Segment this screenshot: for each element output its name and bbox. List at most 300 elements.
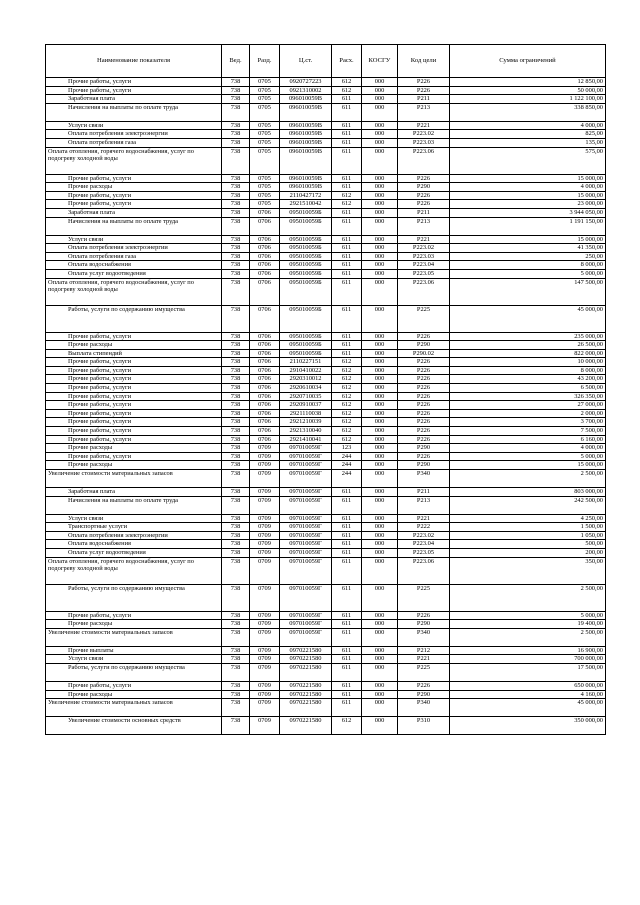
cell-ved: 738 (222, 130, 250, 139)
cell-sum: 12 850,00 (450, 78, 606, 87)
cell-cst: 095010059Б (280, 332, 332, 341)
cell-ved: 738 (222, 358, 250, 367)
cell-cst: 095010059Б (280, 217, 332, 235)
cell-cst: 095010059Б (280, 235, 332, 244)
cell-razd: 0706 (250, 435, 280, 444)
table-row (46, 366, 606, 375)
cell-cst: 097010059Г (280, 496, 332, 514)
cell-kosgu: 000 (362, 332, 398, 341)
cell-rash: 611 (332, 514, 362, 523)
cell-razd: 0705 (250, 86, 280, 95)
cell-sum: 2 500,00 (450, 628, 606, 646)
cell-sum: 27 000,00 (450, 401, 606, 410)
cell-ved: 738 (222, 470, 250, 488)
cell-rash: 611 (332, 557, 362, 584)
table-row (46, 174, 606, 183)
cell-kod: Р340 (398, 470, 450, 488)
cell-kosgu: 000 (362, 121, 398, 130)
cell-rash: 611 (332, 103, 362, 121)
cell-name: Услуги связи (46, 121, 222, 130)
cell-cst: 096010059В (280, 147, 332, 174)
cell-sum: 700 000,00 (450, 655, 606, 664)
table-row (46, 384, 606, 393)
cell-ved: 738 (222, 174, 250, 183)
table-row (46, 200, 606, 209)
cell-ved: 738 (222, 427, 250, 436)
table-row (46, 86, 606, 95)
cell-name: Заработная плата (46, 95, 222, 104)
cell-sum: 350,00 (450, 557, 606, 584)
cell-razd: 0709 (250, 620, 280, 629)
cell-ved: 738 (222, 95, 250, 104)
table-row (46, 261, 606, 270)
cell-name: Оплата водоснабжения (46, 261, 222, 270)
cell-name: Прочие расходы (46, 690, 222, 699)
cell-kod: Р340 (398, 699, 450, 717)
cell-kosgu: 000 (362, 384, 398, 393)
cell-sum: 500,00 (450, 540, 606, 549)
cell-razd: 0706 (250, 235, 280, 244)
cell-cst: 097010059Г (280, 461, 332, 470)
cell-name: Работы, услуги по содержанию имущества (46, 305, 222, 332)
cell-kod: Р310 (398, 717, 450, 735)
cell-razd: 0709 (250, 488, 280, 497)
cell-razd: 0706 (250, 366, 280, 375)
cell-sum: 200,00 (450, 548, 606, 557)
cell-sum: 15 000,00 (450, 461, 606, 470)
cell-sum: 326 350,00 (450, 392, 606, 401)
cell-kod: Р223.06 (398, 557, 450, 584)
cell-razd: 0706 (250, 418, 280, 427)
cell-razd: 0705 (250, 191, 280, 200)
cell-ved: 738 (222, 200, 250, 209)
cell-name: Прочие работы, услуги (46, 611, 222, 620)
cell-ved: 738 (222, 138, 250, 147)
cell-kod: Р290 (398, 341, 450, 350)
cell-ved: 738 (222, 252, 250, 261)
cell-name: Транспортные услуги (46, 523, 222, 532)
cell-name: Прочие расходы (46, 461, 222, 470)
cell-sum: 3 700,00 (450, 418, 606, 427)
cell-cst: 097010059Г (280, 628, 332, 646)
cell-razd: 0705 (250, 78, 280, 87)
cell-sum: 825,00 (450, 130, 606, 139)
cell-kosgu: 000 (362, 174, 398, 183)
header-kosgu: КОСГУ (362, 45, 398, 78)
cell-kosgu: 000 (362, 375, 398, 384)
table-row (46, 217, 606, 235)
cell-sum: 147 500,00 (450, 278, 606, 305)
cell-kosgu: 000 (362, 130, 398, 139)
cell-kod: Р223.03 (398, 138, 450, 147)
cell-rash: 611 (332, 269, 362, 278)
cell-name: Прочие работы, услуги (46, 191, 222, 200)
cell-cst: 095010059Б (280, 208, 332, 217)
cell-razd: 0709 (250, 699, 280, 717)
cell-kosgu: 000 (362, 620, 398, 629)
cell-kod: Р223.05 (398, 269, 450, 278)
cell-sum: 15 000,00 (450, 235, 606, 244)
cell-kod: Р221 (398, 121, 450, 130)
cell-name: Прочие работы, услуги (46, 174, 222, 183)
table-row (46, 269, 606, 278)
cell-kod: Р290 (398, 444, 450, 453)
cell-kod: Р226 (398, 78, 450, 87)
cell-name: Увеличение стоимости материальных запасов (46, 470, 222, 488)
cell-ved: 738 (222, 103, 250, 121)
cell-rash: 611 (332, 488, 362, 497)
cell-kosgu: 000 (362, 392, 398, 401)
cell-sum: 350 000,00 (450, 717, 606, 735)
cell-cst: 097010059Г (280, 584, 332, 611)
cell-name: Заработная плата (46, 208, 222, 217)
cell-razd: 0709 (250, 470, 280, 488)
table-row (46, 244, 606, 253)
cell-rash: 611 (332, 540, 362, 549)
cell-name: Прочие работы, услуги (46, 332, 222, 341)
table-row (46, 470, 606, 488)
cell-razd: 0709 (250, 531, 280, 540)
cell-cst: 096010059В (280, 130, 332, 139)
cell-cst: 097010059Г (280, 444, 332, 453)
cell-cst: 0970221580 (280, 663, 332, 681)
cell-ved: 738 (222, 147, 250, 174)
cell-name: Услуги связи (46, 235, 222, 244)
cell-razd: 0709 (250, 523, 280, 532)
cell-ved: 738 (222, 488, 250, 497)
cell-razd: 0705 (250, 147, 280, 174)
cell-cst: 095010059Б (280, 305, 332, 332)
header-rash: Расх. (332, 45, 362, 78)
cell-razd: 0706 (250, 349, 280, 358)
cell-ved: 738 (222, 418, 250, 427)
table-row (46, 584, 606, 611)
cell-cst: 096010059В (280, 121, 332, 130)
cell-cst: 097010059Г (280, 514, 332, 523)
cell-cst: 096010059В (280, 138, 332, 147)
cell-cst: 097010059Г (280, 488, 332, 497)
cell-name: Прочие расходы (46, 620, 222, 629)
cell-razd: 0709 (250, 444, 280, 453)
cell-sum: 1 500,00 (450, 523, 606, 532)
table-row (46, 548, 606, 557)
cell-kosgu: 000 (362, 461, 398, 470)
cell-kod: Р213 (398, 103, 450, 121)
cell-name: Прочие расходы (46, 444, 222, 453)
cell-rash: 611 (332, 147, 362, 174)
cell-rash: 611 (332, 681, 362, 690)
cell-rash: 612 (332, 375, 362, 384)
cell-kosgu: 000 (362, 86, 398, 95)
cell-ved: 738 (222, 681, 250, 690)
cell-name: Прочие работы, услуги (46, 200, 222, 209)
cell-kod: Р221 (398, 235, 450, 244)
cell-rash: 612 (332, 418, 362, 427)
cell-razd: 0705 (250, 103, 280, 121)
cell-cst: 097010059Г (280, 548, 332, 557)
cell-rash: 611 (332, 349, 362, 358)
cell-cst: 095010059Б (280, 349, 332, 358)
cell-cst: 2921410041 (280, 435, 332, 444)
table-row (46, 103, 606, 121)
cell-kosgu: 000 (362, 488, 398, 497)
cell-ved: 738 (222, 191, 250, 200)
cell-kod: Р226 (398, 191, 450, 200)
cell-kod: Р223.04 (398, 540, 450, 549)
table-row (46, 95, 606, 104)
cell-cst: 2110427172 (280, 191, 332, 200)
cell-razd: 0709 (250, 548, 280, 557)
cell-kod: Р225 (398, 663, 450, 681)
cell-kosgu: 000 (362, 523, 398, 532)
cell-cst: 0970221580 (280, 717, 332, 735)
cell-kosgu: 000 (362, 278, 398, 305)
cell-razd: 0709 (250, 514, 280, 523)
cell-name: Начисления на выплаты по оплате труда (46, 217, 222, 235)
cell-razd: 0706 (250, 341, 280, 350)
cell-sum: 19 400,00 (450, 620, 606, 629)
cell-rash: 611 (332, 217, 362, 235)
cell-kod: Р223.02 (398, 130, 450, 139)
cell-rash: 244 (332, 461, 362, 470)
cell-kosgu: 000 (362, 409, 398, 418)
cell-kod: Р226 (398, 174, 450, 183)
cell-kod: Р223.05 (398, 548, 450, 557)
cell-name: Оплата отопления, горячего водоснабжения, услуг по подогреву холодной воды (46, 557, 222, 584)
cell-kod: Р290.02 (398, 349, 450, 358)
cell-kod: Р290 (398, 461, 450, 470)
cell-razd: 0706 (250, 269, 280, 278)
cell-name: Прочие работы, услуги (46, 452, 222, 461)
cell-cst: 0970221580 (280, 699, 332, 717)
cell-name: Оплата отопления, горячего водоснабжения, услуг по подогреву холодной воды (46, 278, 222, 305)
cell-rash: 612 (332, 384, 362, 393)
cell-cst: 0921310002 (280, 86, 332, 95)
cell-ved: 738 (222, 523, 250, 532)
cell-ved: 738 (222, 699, 250, 717)
cell-kod: Р213 (398, 217, 450, 235)
cell-kod: Р225 (398, 305, 450, 332)
cell-kosgu: 000 (362, 341, 398, 350)
cell-kosgu: 000 (362, 191, 398, 200)
cell-sum: 5 000,00 (450, 611, 606, 620)
cell-rash: 611 (332, 138, 362, 147)
cell-cst: 2920310012 (280, 375, 332, 384)
cell-sum: 803 000,00 (450, 488, 606, 497)
cell-rash: 611 (332, 663, 362, 681)
cell-ved: 738 (222, 620, 250, 629)
cell-name: Начисления на выплаты по оплате труда (46, 496, 222, 514)
cell-name: Увеличение стоимости материальных запасов (46, 628, 222, 646)
cell-kod: Р211 (398, 95, 450, 104)
cell-rash: 244 (332, 452, 362, 461)
cell-kod: Р226 (398, 200, 450, 209)
cell-name: Прочие работы, услуги (46, 86, 222, 95)
header-name: Наименование показателя (46, 45, 222, 78)
cell-ved: 738 (222, 409, 250, 418)
table-row (46, 78, 606, 87)
cell-kosgu: 000 (362, 611, 398, 620)
cell-sum: 575,00 (450, 147, 606, 174)
cell-kosgu: 000 (362, 540, 398, 549)
cell-razd: 0709 (250, 646, 280, 655)
cell-kod: Р226 (398, 409, 450, 418)
cell-kosgu: 000 (362, 208, 398, 217)
cell-sum: 1 122 100,00 (450, 95, 606, 104)
cell-sum: 45 000,00 (450, 699, 606, 717)
table-row (46, 620, 606, 629)
cell-rash: 612 (332, 358, 362, 367)
table-row (46, 305, 606, 332)
cell-ved: 738 (222, 584, 250, 611)
cell-kod: Р223.04 (398, 261, 450, 270)
table-row (46, 252, 606, 261)
cell-rash: 611 (332, 95, 362, 104)
cell-ved: 738 (222, 461, 250, 470)
cell-kod: Р221 (398, 655, 450, 664)
cell-kod: Р226 (398, 418, 450, 427)
cell-kod: Р340 (398, 628, 450, 646)
cell-kod: Р226 (398, 681, 450, 690)
table-row (46, 392, 606, 401)
cell-razd: 0709 (250, 540, 280, 549)
cell-kosgu: 000 (362, 358, 398, 367)
cell-kod: Р212 (398, 646, 450, 655)
cell-rash: 611 (332, 548, 362, 557)
cell-razd: 0706 (250, 401, 280, 410)
table-row (46, 681, 606, 690)
cell-kosgu: 000 (362, 200, 398, 209)
cell-sum: 6 160,00 (450, 435, 606, 444)
cell-ved: 738 (222, 305, 250, 332)
cell-name: Оплата потребления электроэнергии (46, 244, 222, 253)
cell-kosgu: 000 (362, 452, 398, 461)
cell-cst: 097010059Г (280, 531, 332, 540)
table-row (46, 531, 606, 540)
cell-cst: 097010059Г (280, 452, 332, 461)
table-row (46, 523, 606, 532)
cell-razd: 0709 (250, 663, 280, 681)
table-row (46, 655, 606, 664)
cell-kod: Р226 (398, 366, 450, 375)
cell-kod: Р226 (398, 392, 450, 401)
cell-rash: 612 (332, 409, 362, 418)
cell-kosgu: 000 (362, 401, 398, 410)
cell-kosgu: 000 (362, 681, 398, 690)
cell-rash: 611 (332, 174, 362, 183)
table-row (46, 699, 606, 717)
table-row (46, 375, 606, 384)
cell-rash: 612 (332, 366, 362, 375)
cell-kosgu: 000 (362, 663, 398, 681)
cell-sum: 250,00 (450, 252, 606, 261)
cell-cst: 095010059Б (280, 341, 332, 350)
cell-ved: 738 (222, 690, 250, 699)
cell-kosgu: 000 (362, 78, 398, 87)
cell-razd: 0706 (250, 252, 280, 261)
cell-cst: 2920910037 (280, 401, 332, 410)
cell-name: Увеличение стоимости основных средств (46, 717, 222, 735)
cell-ved: 738 (222, 208, 250, 217)
cell-razd: 0709 (250, 452, 280, 461)
cell-rash: 611 (332, 332, 362, 341)
table-row (46, 444, 606, 453)
cell-ved: 738 (222, 217, 250, 235)
cell-cst: 2920710035 (280, 392, 332, 401)
cell-kosgu: 000 (362, 103, 398, 121)
table-row (46, 461, 606, 470)
cell-cst: 0970221580 (280, 655, 332, 664)
cell-razd: 0706 (250, 261, 280, 270)
cell-kod: Р226 (398, 452, 450, 461)
cell-kosgu: 000 (362, 690, 398, 699)
cell-ved: 738 (222, 646, 250, 655)
cell-name: Прочие работы, услуги (46, 435, 222, 444)
cell-kod: Р211 (398, 488, 450, 497)
cell-sum: 6 500,00 (450, 384, 606, 393)
cell-kosgu: 000 (362, 470, 398, 488)
cell-rash: 244 (332, 470, 362, 488)
cell-name: Оплата потребления газа (46, 252, 222, 261)
cell-cst: 097010059Г (280, 620, 332, 629)
table-row (46, 409, 606, 418)
cell-name: Оплата услуг водоотведения (46, 269, 222, 278)
cell-razd: 0709 (250, 690, 280, 699)
cell-ved: 738 (222, 531, 250, 540)
cell-rash: 611 (332, 690, 362, 699)
cell-ved: 738 (222, 121, 250, 130)
cell-cst: 095010059Б (280, 252, 332, 261)
table-row (46, 663, 606, 681)
cell-ved: 738 (222, 384, 250, 393)
cell-name: Оплата потребления электроэнергии (46, 531, 222, 540)
cell-name: Прочие работы, услуги (46, 78, 222, 87)
cell-name: Прочие выплаты (46, 646, 222, 655)
table-row (46, 717, 606, 735)
table-row (46, 488, 606, 497)
cell-ved: 738 (222, 444, 250, 453)
cell-kosgu: 000 (362, 235, 398, 244)
cell-kod: Р226 (398, 358, 450, 367)
cell-razd: 0706 (250, 358, 280, 367)
cell-ved: 738 (222, 349, 250, 358)
cell-rash: 611 (332, 252, 362, 261)
cell-sum: 4 000,00 (450, 444, 606, 453)
cell-cst: 097010059Г (280, 557, 332, 584)
cell-rash: 611 (332, 278, 362, 305)
header-cst: Ц.ст. (280, 45, 332, 78)
cell-cst: 2110227151 (280, 358, 332, 367)
cell-kod: Р221 (398, 514, 450, 523)
cell-kod: Р223.03 (398, 252, 450, 261)
header-kod: Код цели (398, 45, 450, 78)
cell-rash: 611 (332, 523, 362, 532)
cell-sum: 4 000,00 (450, 121, 606, 130)
cell-razd: 0705 (250, 138, 280, 147)
cell-name: Работы, услуги по содержанию имущества (46, 584, 222, 611)
cell-name: Увеличение стоимости материальных запасов (46, 699, 222, 717)
cell-cst: 0970221580 (280, 646, 332, 655)
table-row (46, 349, 606, 358)
cell-name: Прочие работы, услуги (46, 392, 222, 401)
cell-rash: 612 (332, 78, 362, 87)
budget-limits-table (45, 44, 606, 735)
cell-kosgu: 000 (362, 655, 398, 664)
cell-sum: 5 000,00 (450, 269, 606, 278)
cell-kosgu: 000 (362, 548, 398, 557)
cell-ved: 738 (222, 341, 250, 350)
cell-kod: Р226 (398, 427, 450, 436)
